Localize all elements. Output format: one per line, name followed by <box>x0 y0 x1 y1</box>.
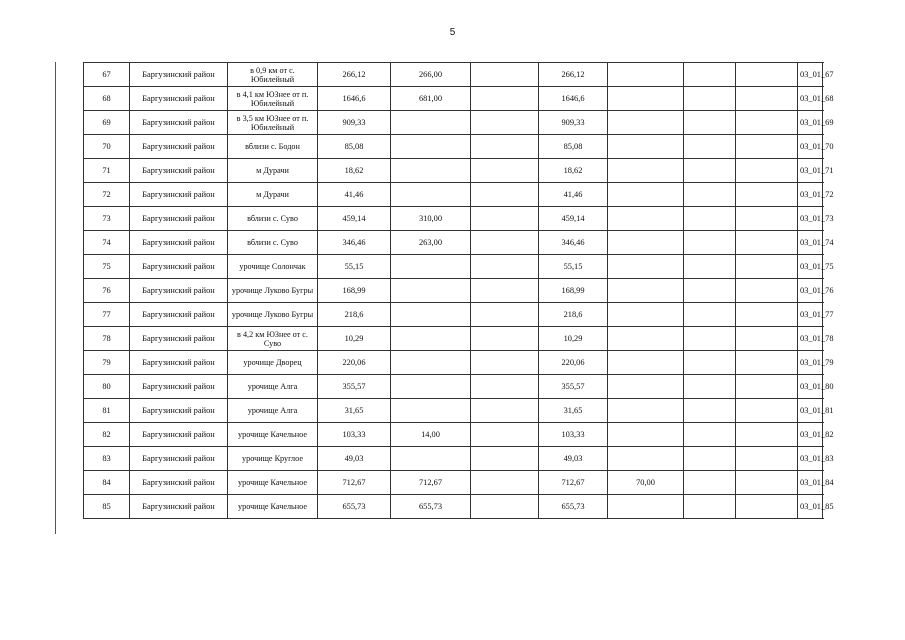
column-6-cell: 85,08 <box>539 135 608 159</box>
column-7-cell <box>608 279 684 303</box>
column-5-cell <box>471 399 539 423</box>
district-cell: Баргузинский район <box>130 87 228 111</box>
table-row <box>84 447 823 471</box>
table-row <box>84 327 823 351</box>
column-7-cell <box>608 255 684 279</box>
area-cell: 218,6 <box>318 303 391 327</box>
area-cell: 18,62 <box>318 159 391 183</box>
location-cell: в 0,9 км от с. Юбилейный <box>228 63 318 87</box>
column-5-cell <box>471 351 539 375</box>
column-6-cell: 49,03 <box>539 447 608 471</box>
column-8-cell <box>684 375 736 399</box>
code-cell: 03_01_70 <box>798 135 823 159</box>
column-6-cell: 655,73 <box>539 495 608 519</box>
column-8-cell <box>684 399 736 423</box>
area-cell: 909,33 <box>318 111 391 135</box>
column-8-cell <box>684 63 736 87</box>
column-4-cell: 14,00 <box>391 423 471 447</box>
area-cell: 10,29 <box>318 327 391 351</box>
column-9-cell <box>736 399 798 423</box>
district-cell: Баргузинский район <box>130 303 228 327</box>
code-cell: 03_01_72 <box>798 183 823 207</box>
district-cell: Баргузинский район <box>130 279 228 303</box>
code-cell: 03_01_83 <box>798 447 823 471</box>
area-cell: 266,12 <box>318 63 391 87</box>
column-9-cell <box>736 159 798 183</box>
column-6-cell: 220,06 <box>539 351 608 375</box>
column-9-cell <box>736 375 798 399</box>
column-4-cell <box>391 447 471 471</box>
row-number-cell: 75 <box>84 255 130 279</box>
location-cell: урочище Солончак <box>228 255 318 279</box>
column-5-cell <box>471 159 539 183</box>
table-row <box>84 63 823 87</box>
column-6-cell: 1646,6 <box>539 87 608 111</box>
district-cell: Баргузинский район <box>130 135 228 159</box>
code-cell: 03_01_79 <box>798 351 823 375</box>
table-row <box>84 375 823 399</box>
table-row <box>84 351 823 375</box>
code-cell: 03_01_82 <box>798 423 823 447</box>
location-cell: урочище Круглое <box>228 447 318 471</box>
row-number-cell: 77 <box>84 303 130 327</box>
column-9-cell <box>736 135 798 159</box>
column-4-cell <box>391 183 471 207</box>
row-number-cell: 81 <box>84 399 130 423</box>
column-4-cell: 310,00 <box>391 207 471 231</box>
column-8-cell <box>684 183 736 207</box>
column-9-cell <box>736 87 798 111</box>
column-6-cell: 103,33 <box>539 423 608 447</box>
row-number-cell: 68 <box>84 87 130 111</box>
column-7-cell <box>608 183 684 207</box>
column-4-cell <box>391 399 471 423</box>
area-cell: 55,15 <box>318 255 391 279</box>
column-5-cell <box>471 63 539 87</box>
district-cell: Баргузинский район <box>130 471 228 495</box>
area-cell: 41,46 <box>318 183 391 207</box>
column-4-cell <box>391 135 471 159</box>
column-7-cell <box>608 87 684 111</box>
column-4-cell <box>391 375 471 399</box>
row-number-cell: 70 <box>84 135 130 159</box>
column-9-cell <box>736 255 798 279</box>
column-4-cell: 681,00 <box>391 87 471 111</box>
area-cell: 355,57 <box>318 375 391 399</box>
column-7-cell <box>608 135 684 159</box>
column-7-cell <box>608 495 684 519</box>
column-6-cell: 218,6 <box>539 303 608 327</box>
district-cell: Баргузинский район <box>130 327 228 351</box>
location-cell: урочище Дворец <box>228 351 318 375</box>
area-cell: 346,46 <box>318 231 391 255</box>
column-5-cell <box>471 135 539 159</box>
column-9-cell <box>736 351 798 375</box>
code-cell: 03_01_75 <box>798 255 823 279</box>
column-9-cell <box>736 327 798 351</box>
district-cell: Баргузинский район <box>130 375 228 399</box>
column-5-cell <box>471 327 539 351</box>
column-6-cell: 41,46 <box>539 183 608 207</box>
column-5-cell <box>471 255 539 279</box>
column-7-cell <box>608 327 684 351</box>
table-row <box>84 471 823 495</box>
column-7-cell <box>608 303 684 327</box>
code-cell: 03_01_84 <box>798 471 823 495</box>
column-8-cell <box>684 207 736 231</box>
location-cell: м Дурачи <box>228 183 318 207</box>
area-cell: 85,08 <box>318 135 391 159</box>
column-4-cell <box>391 351 471 375</box>
page-number: 5 <box>449 27 456 38</box>
table-row <box>84 87 823 111</box>
table-row <box>84 279 823 303</box>
column-8-cell <box>684 279 736 303</box>
table-row <box>84 231 823 255</box>
district-cell: Баргузинский район <box>130 111 228 135</box>
column-8-cell <box>684 423 736 447</box>
column-4-cell: 712,67 <box>391 471 471 495</box>
column-6-cell: 909,33 <box>539 111 608 135</box>
column-9-cell <box>736 279 798 303</box>
row-number-cell: 79 <box>84 351 130 375</box>
location-cell: урочище Алга <box>228 399 318 423</box>
district-cell: Баргузинский район <box>130 207 228 231</box>
table-row <box>84 207 823 231</box>
row-number-cell: 69 <box>84 111 130 135</box>
row-number-cell: 72 <box>84 183 130 207</box>
column-7-cell <box>608 399 684 423</box>
location-cell: урочище Качельное <box>228 423 318 447</box>
column-4-cell <box>391 327 471 351</box>
location-cell: урочище Луково Бугры <box>228 303 318 327</box>
column-7-cell <box>608 423 684 447</box>
code-cell: 03_01_74 <box>798 231 823 255</box>
code-cell: 03_01_69 <box>798 111 823 135</box>
column-4-cell: 263,00 <box>391 231 471 255</box>
table-row <box>84 135 823 159</box>
row-number-cell: 73 <box>84 207 130 231</box>
table-row <box>84 303 823 327</box>
column-6-cell: 712,67 <box>539 471 608 495</box>
column-9-cell <box>736 63 798 87</box>
column-8-cell <box>684 111 736 135</box>
location-cell: вблизи с. Суво <box>228 207 318 231</box>
land-plots-table <box>83 62 834 519</box>
district-cell: Баргузинский район <box>130 231 228 255</box>
area-cell: 655,73 <box>318 495 391 519</box>
column-7-cell <box>608 351 684 375</box>
code-cell: 03_01_67 <box>798 63 823 87</box>
column-6-cell: 168,99 <box>539 279 608 303</box>
area-cell: 712,67 <box>318 471 391 495</box>
column-9-cell <box>736 183 798 207</box>
table-body <box>84 63 834 519</box>
code-cell: 03_01_85 <box>798 495 823 519</box>
column-6-cell: 459,14 <box>539 207 608 231</box>
area-cell: 31,65 <box>318 399 391 423</box>
district-cell: Баргузинский район <box>130 159 228 183</box>
location-cell: урочище Качельное <box>228 495 318 519</box>
table-row <box>84 495 823 519</box>
area-cell: 459,14 <box>318 207 391 231</box>
column-8-cell <box>684 135 736 159</box>
location-cell: урочище Алга <box>228 375 318 399</box>
location-cell: вблизи с. Суво <box>228 231 318 255</box>
column-4-cell <box>391 279 471 303</box>
column-7-cell <box>608 231 684 255</box>
column-4-cell <box>391 255 471 279</box>
column-8-cell <box>684 447 736 471</box>
column-9-cell <box>736 423 798 447</box>
district-cell: Баргузинский район <box>130 495 228 519</box>
column-5-cell <box>471 87 539 111</box>
column-5-cell <box>471 279 539 303</box>
column-4-cell: 655,73 <box>391 495 471 519</box>
row-number-cell: 74 <box>84 231 130 255</box>
row-number-cell: 71 <box>84 159 130 183</box>
column-5-cell <box>471 423 539 447</box>
column-4-cell: 266,00 <box>391 63 471 87</box>
column-6-cell: 346,46 <box>539 231 608 255</box>
column-6-cell: 18,62 <box>539 159 608 183</box>
code-cell: 03_01_77 <box>798 303 823 327</box>
column-9-cell <box>736 111 798 135</box>
row-number-cell: 85 <box>84 495 130 519</box>
column-9-cell <box>736 471 798 495</box>
district-cell: Баргузинский район <box>130 447 228 471</box>
column-7-cell <box>608 207 684 231</box>
area-cell: 220,06 <box>318 351 391 375</box>
row-number-cell: 80 <box>84 375 130 399</box>
column-9-cell <box>736 207 798 231</box>
location-cell: в 4,2 км ЮЗнее от с. Суво <box>228 327 318 351</box>
row-number-cell: 83 <box>84 447 130 471</box>
district-cell: Баргузинский район <box>130 255 228 279</box>
column-8-cell <box>684 327 736 351</box>
code-cell: 03_01_73 <box>798 207 823 231</box>
column-8-cell <box>684 87 736 111</box>
column-8-cell <box>684 303 736 327</box>
location-cell: м Дурачи <box>228 159 318 183</box>
column-4-cell <box>391 111 471 135</box>
code-cell: 03_01_80 <box>798 375 823 399</box>
column-5-cell <box>471 207 539 231</box>
row-number-cell: 67 <box>84 63 130 87</box>
column-5-cell <box>471 303 539 327</box>
column-8-cell <box>684 471 736 495</box>
column-9-cell <box>736 495 798 519</box>
district-cell: Баргузинский район <box>130 63 228 87</box>
column-4-cell <box>391 303 471 327</box>
column-8-cell <box>684 255 736 279</box>
location-cell: в 4,1 км ЮЗнее от п. Юбилейный <box>228 87 318 111</box>
area-cell: 1646,6 <box>318 87 391 111</box>
column-9-cell <box>736 231 798 255</box>
column-8-cell <box>684 351 736 375</box>
column-5-cell <box>471 447 539 471</box>
row-number-cell: 82 <box>84 423 130 447</box>
district-cell: Баргузинский район <box>130 183 228 207</box>
column-6-cell: 10,29 <box>539 327 608 351</box>
column-7-cell <box>608 159 684 183</box>
column-7-cell <box>608 375 684 399</box>
column-7-cell <box>608 63 684 87</box>
column-8-cell <box>684 159 736 183</box>
location-cell: в 3,5 км ЮЗнее от п. Юбилейный <box>228 111 318 135</box>
area-cell: 103,33 <box>318 423 391 447</box>
column-8-cell <box>684 231 736 255</box>
column-5-cell <box>471 471 539 495</box>
column-5-cell <box>471 375 539 399</box>
column-7-cell <box>608 111 684 135</box>
column-5-cell <box>471 495 539 519</box>
table-row <box>84 399 823 423</box>
area-cell: 168,99 <box>318 279 391 303</box>
district-cell: Баргузинский район <box>130 351 228 375</box>
column-7-cell <box>608 447 684 471</box>
column-5-cell <box>471 231 539 255</box>
code-cell: 03_01_68 <box>798 87 823 111</box>
code-cell: 03_01_71 <box>798 159 823 183</box>
column-9-cell <box>736 303 798 327</box>
district-cell: Баргузинский район <box>130 423 228 447</box>
location-cell: вблизи с. Бодон <box>228 135 318 159</box>
code-cell: 03_01_76 <box>798 279 823 303</box>
column-4-cell <box>391 159 471 183</box>
row-number-cell: 78 <box>84 327 130 351</box>
location-cell: урочище Качельное <box>228 471 318 495</box>
column-5-cell <box>471 111 539 135</box>
column-8-cell <box>684 495 736 519</box>
area-cell: 49,03 <box>318 447 391 471</box>
district-cell: Баргузинский район <box>130 399 228 423</box>
location-cell: урочище Луково Бугры <box>228 279 318 303</box>
column-6-cell: 266,12 <box>539 63 608 87</box>
table-row <box>84 111 823 135</box>
code-cell: 03_01_78 <box>798 327 823 351</box>
table-row <box>84 183 823 207</box>
row-number-cell: 76 <box>84 279 130 303</box>
column-6-cell: 55,15 <box>539 255 608 279</box>
table-row <box>84 255 823 279</box>
code-cell: 03_01_81 <box>798 399 823 423</box>
column-9-cell <box>736 447 798 471</box>
table-row <box>84 159 823 183</box>
column-5-cell <box>471 183 539 207</box>
row-number-cell: 84 <box>84 471 130 495</box>
margin-line <box>55 62 56 534</box>
column-6-cell: 31,65 <box>539 399 608 423</box>
column-6-cell: 355,57 <box>539 375 608 399</box>
column-7-cell: 70,00 <box>608 471 684 495</box>
table-row <box>84 423 823 447</box>
